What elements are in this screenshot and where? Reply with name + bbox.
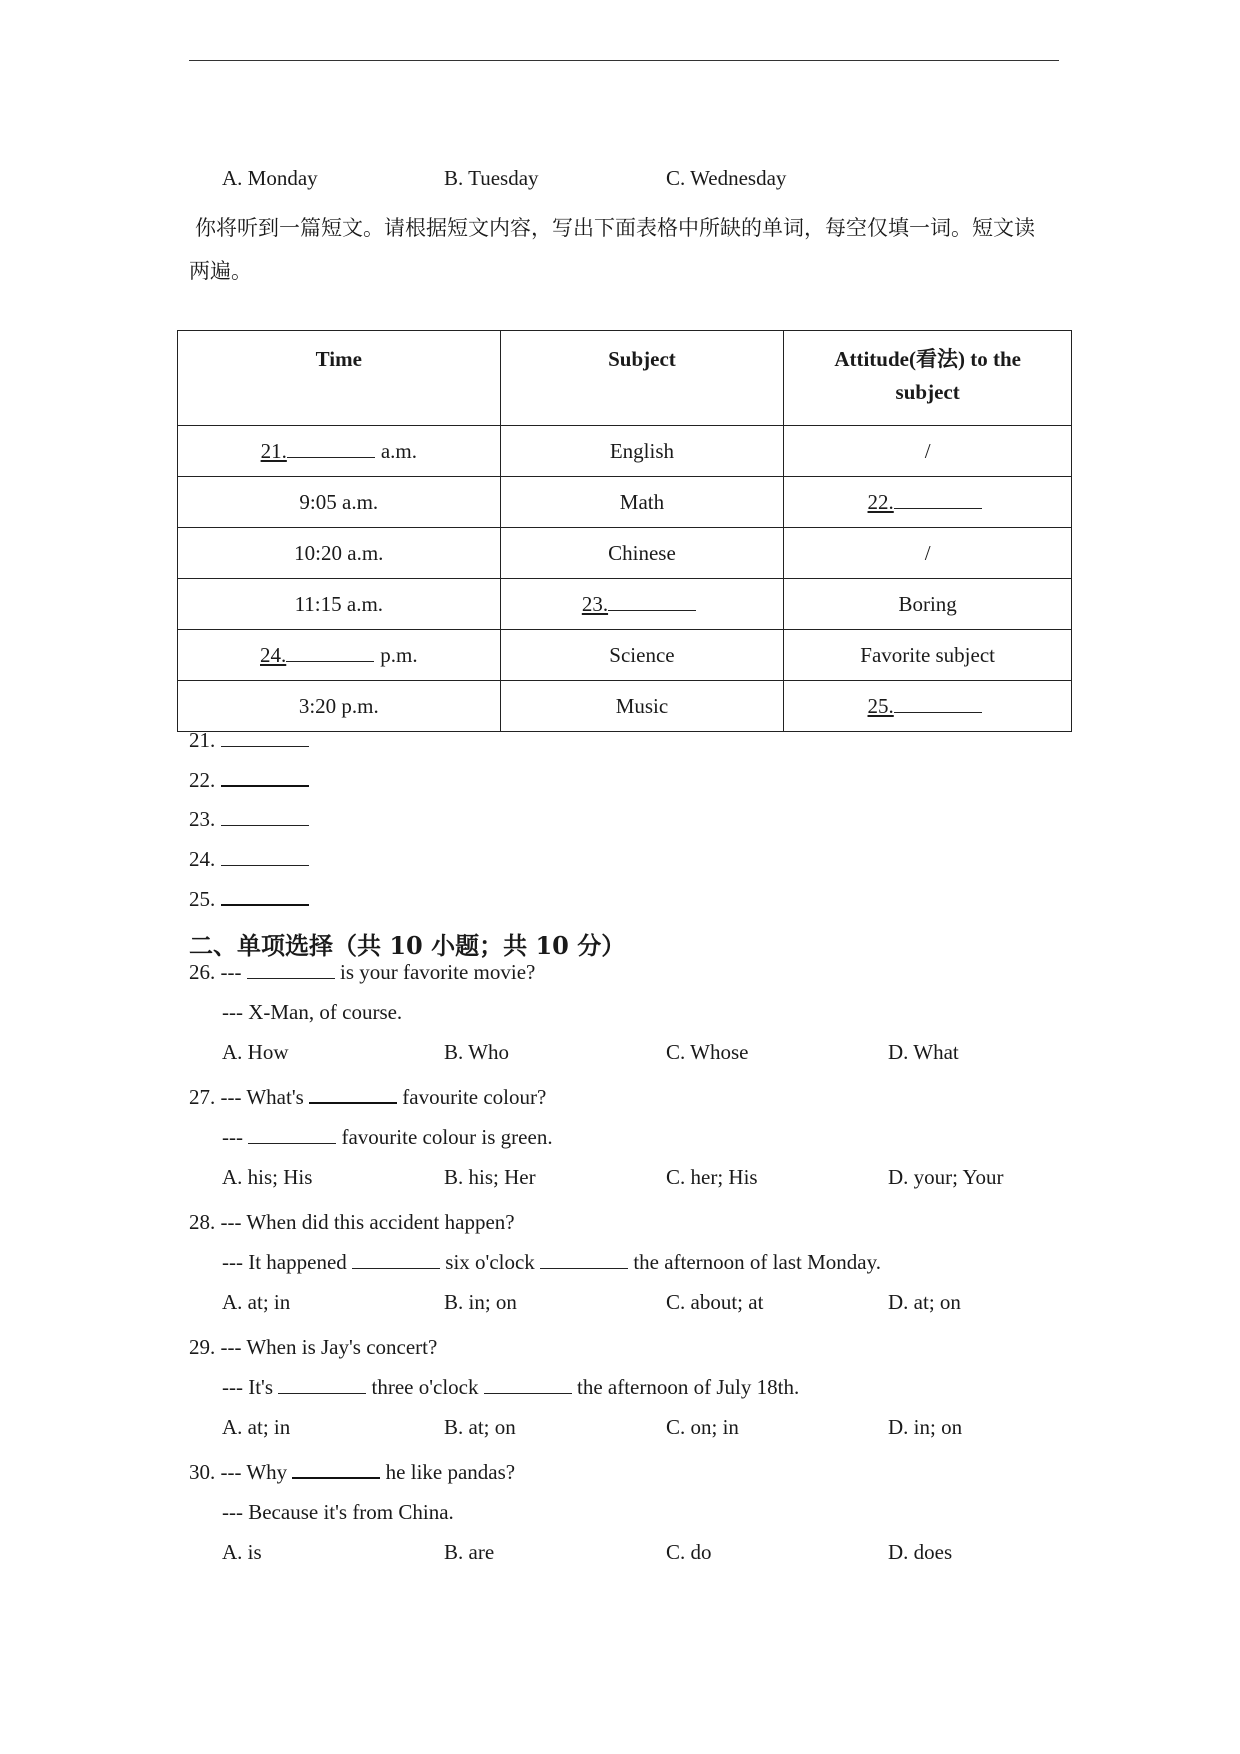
reply-text: the afternoon of July 18th.: [571, 1375, 800, 1399]
reply-text: the afternoon of last Monday.: [628, 1250, 881, 1274]
cell-time[interactable]: [178, 426, 501, 477]
question-text: 30. --- Why: [189, 1460, 293, 1484]
answer-blank[interactable]: [484, 1375, 572, 1394]
question-text: 26. ---: [189, 960, 247, 984]
question-29: 29. --- When is Jay's concert?: [189, 1335, 438, 1359]
q27-option-b[interactable]: B. his; Her: [444, 1165, 536, 1189]
table-row: [178, 528, 1072, 579]
blank-number: 23.: [581, 591, 609, 616]
blank-number: 25.: [867, 693, 894, 718]
reply-text: six o'clock: [440, 1250, 541, 1274]
blank-number: 21.: [260, 438, 287, 463]
cell-subject: English: [500, 426, 784, 477]
q28-option-d[interactable]: D. at; on: [888, 1290, 961, 1314]
answer-blank[interactable]: [221, 807, 309, 826]
table-header-row: [178, 331, 1072, 426]
table-row: [178, 681, 1072, 732]
cell-time: 3:20 p.m.: [178, 681, 501, 732]
question-29-reply: [222, 1374, 799, 1400]
header-rule: [189, 60, 1059, 61]
cell-time: 11:15 a.m.: [178, 579, 501, 630]
answer-line-24: [189, 846, 309, 872]
reply-text: --- It's: [222, 1375, 279, 1399]
cell-attitude: Boring: [784, 579, 1072, 630]
instruction-line-1: 你将听到一篇短文。请根据短文内容，写出下面表格中所缺的单词，每空仅填一词。短文读: [195, 216, 1035, 240]
answer-blank[interactable]: [287, 441, 375, 458]
question-text: he like pandas?: [380, 1460, 516, 1484]
reply-text: favourite colour is green.: [336, 1125, 553, 1149]
answer-number: 22.: [189, 768, 216, 792]
q26-option-c[interactable]: C. Whose: [666, 1040, 749, 1064]
q28-option-c[interactable]: C. about; at: [666, 1290, 764, 1314]
q27-option-a[interactable]: A. his; His: [222, 1165, 313, 1189]
cell-attitude[interactable]: [784, 477, 1072, 528]
answer-number: 25.: [189, 887, 216, 911]
q26-option-d[interactable]: D. What: [888, 1040, 959, 1064]
cell-attitude: /: [784, 528, 1072, 579]
answer-line-22: [189, 767, 309, 793]
q30-option-b[interactable]: B. are: [444, 1540, 495, 1564]
section-title: 二、单项选择（共 10 小题；共 10 分）: [189, 931, 626, 960]
q29-option-d[interactable]: D. in; on: [888, 1415, 963, 1439]
table-row: [178, 477, 1072, 528]
reply-text: ---: [222, 1125, 249, 1149]
header-time: Time: [178, 331, 501, 426]
cell-time[interactable]: [178, 630, 501, 681]
prev-option-a: A. Monday: [222, 166, 318, 190]
question-28: 28. --- When did this accident happen?: [189, 1210, 515, 1234]
answer-blank[interactable]: [894, 492, 982, 509]
answer-blank[interactable]: [894, 696, 982, 713]
q27-option-c[interactable]: C. her; His: [666, 1165, 758, 1189]
q26-option-a[interactable]: A. How: [222, 1040, 289, 1064]
q29-option-b[interactable]: B. at; on: [444, 1415, 516, 1439]
cell-subject: Music: [500, 681, 784, 732]
question-26-reply: --- X-Man, of course.: [222, 1000, 403, 1024]
blank-number: 24.: [260, 642, 287, 667]
answer-line-21: [189, 727, 309, 753]
q29-option-c[interactable]: C. on; in: [666, 1415, 739, 1439]
reply-text: --- It happened: [222, 1250, 353, 1274]
listening-instruction: [189, 207, 1059, 293]
answer-blank[interactable]: [221, 886, 309, 906]
cell-time: 10:20 a.m.: [178, 528, 501, 579]
answer-number: 21.: [189, 728, 216, 752]
question-text: favourite colour?: [397, 1085, 547, 1109]
prev-option-c: C. Wednesday: [666, 166, 787, 190]
q26-option-b[interactable]: B. Who: [444, 1040, 509, 1064]
header-attitude-line2: subject: [895, 380, 960, 404]
q27-option-d[interactable]: D. your; Your: [888, 1165, 1004, 1189]
answer-blank[interactable]: [248, 1125, 336, 1144]
instruction-line-2: 两遍。: [189, 259, 252, 283]
answer-blank[interactable]: [292, 1459, 380, 1479]
q29-option-a[interactable]: A. at; in: [222, 1415, 291, 1439]
cell-attitude[interactable]: [784, 681, 1072, 732]
schedule-table: [177, 330, 1072, 732]
cell-attitude: /: [784, 426, 1072, 477]
reply-text: three o'clock: [366, 1375, 484, 1399]
cell-attitude: Favorite subject: [784, 630, 1072, 681]
q28-option-b[interactable]: B. in; on: [444, 1290, 517, 1314]
answer-blank[interactable]: [278, 1375, 366, 1394]
question-27: [189, 1084, 546, 1110]
cell-subject: Science: [500, 630, 784, 681]
question-26: [189, 959, 535, 985]
table-row: [178, 630, 1072, 681]
table-row: [178, 426, 1072, 477]
answer-line-23: [189, 806, 309, 832]
q30-option-d[interactable]: D. does: [888, 1540, 953, 1564]
q28-option-a[interactable]: A. at; in: [222, 1290, 291, 1314]
q30-option-c[interactable]: C. do: [666, 1540, 712, 1564]
question-text: is your favorite movie?: [334, 960, 536, 984]
answer-blank[interactable]: [221, 728, 309, 747]
prev-option-b: B. Tuesday: [444, 166, 539, 190]
question-27-reply: [222, 1124, 553, 1150]
time-suffix: a.m.: [380, 438, 417, 463]
time-suffix: p.m.: [380, 642, 418, 667]
answer-blank[interactable]: [352, 1250, 440, 1269]
answer-number: 24.: [189, 847, 216, 871]
cell-subject: Math: [500, 477, 784, 528]
question-text: 27. --- What's: [189, 1085, 310, 1109]
answer-blank[interactable]: [286, 645, 374, 662]
table-row: [178, 579, 1072, 630]
answer-line-25: [189, 886, 309, 912]
q30-option-a[interactable]: A. is: [222, 1540, 262, 1564]
header-subject: Subject: [500, 331, 784, 426]
answer-blank[interactable]: [247, 960, 335, 979]
answer-blank[interactable]: [309, 1084, 397, 1104]
answer-blank[interactable]: [221, 847, 309, 866]
question-30: [189, 1459, 515, 1485]
answer-blank[interactable]: [221, 767, 309, 787]
cell-subject[interactable]: [500, 579, 784, 630]
header-attitude-line1: Attitude(看法) to the: [834, 347, 1021, 371]
cell-subject: Chinese: [500, 528, 784, 579]
header-attitude: [784, 331, 1072, 426]
question-28-reply: [222, 1249, 881, 1275]
answer-blank[interactable]: [540, 1250, 628, 1269]
answer-number: 23.: [189, 807, 216, 831]
cell-time: 9:05 a.m.: [178, 477, 501, 528]
question-30-reply: --- Because it's from China.: [222, 1500, 454, 1524]
blank-number: 22.: [867, 489, 894, 514]
answer-blank[interactable]: [608, 594, 696, 611]
